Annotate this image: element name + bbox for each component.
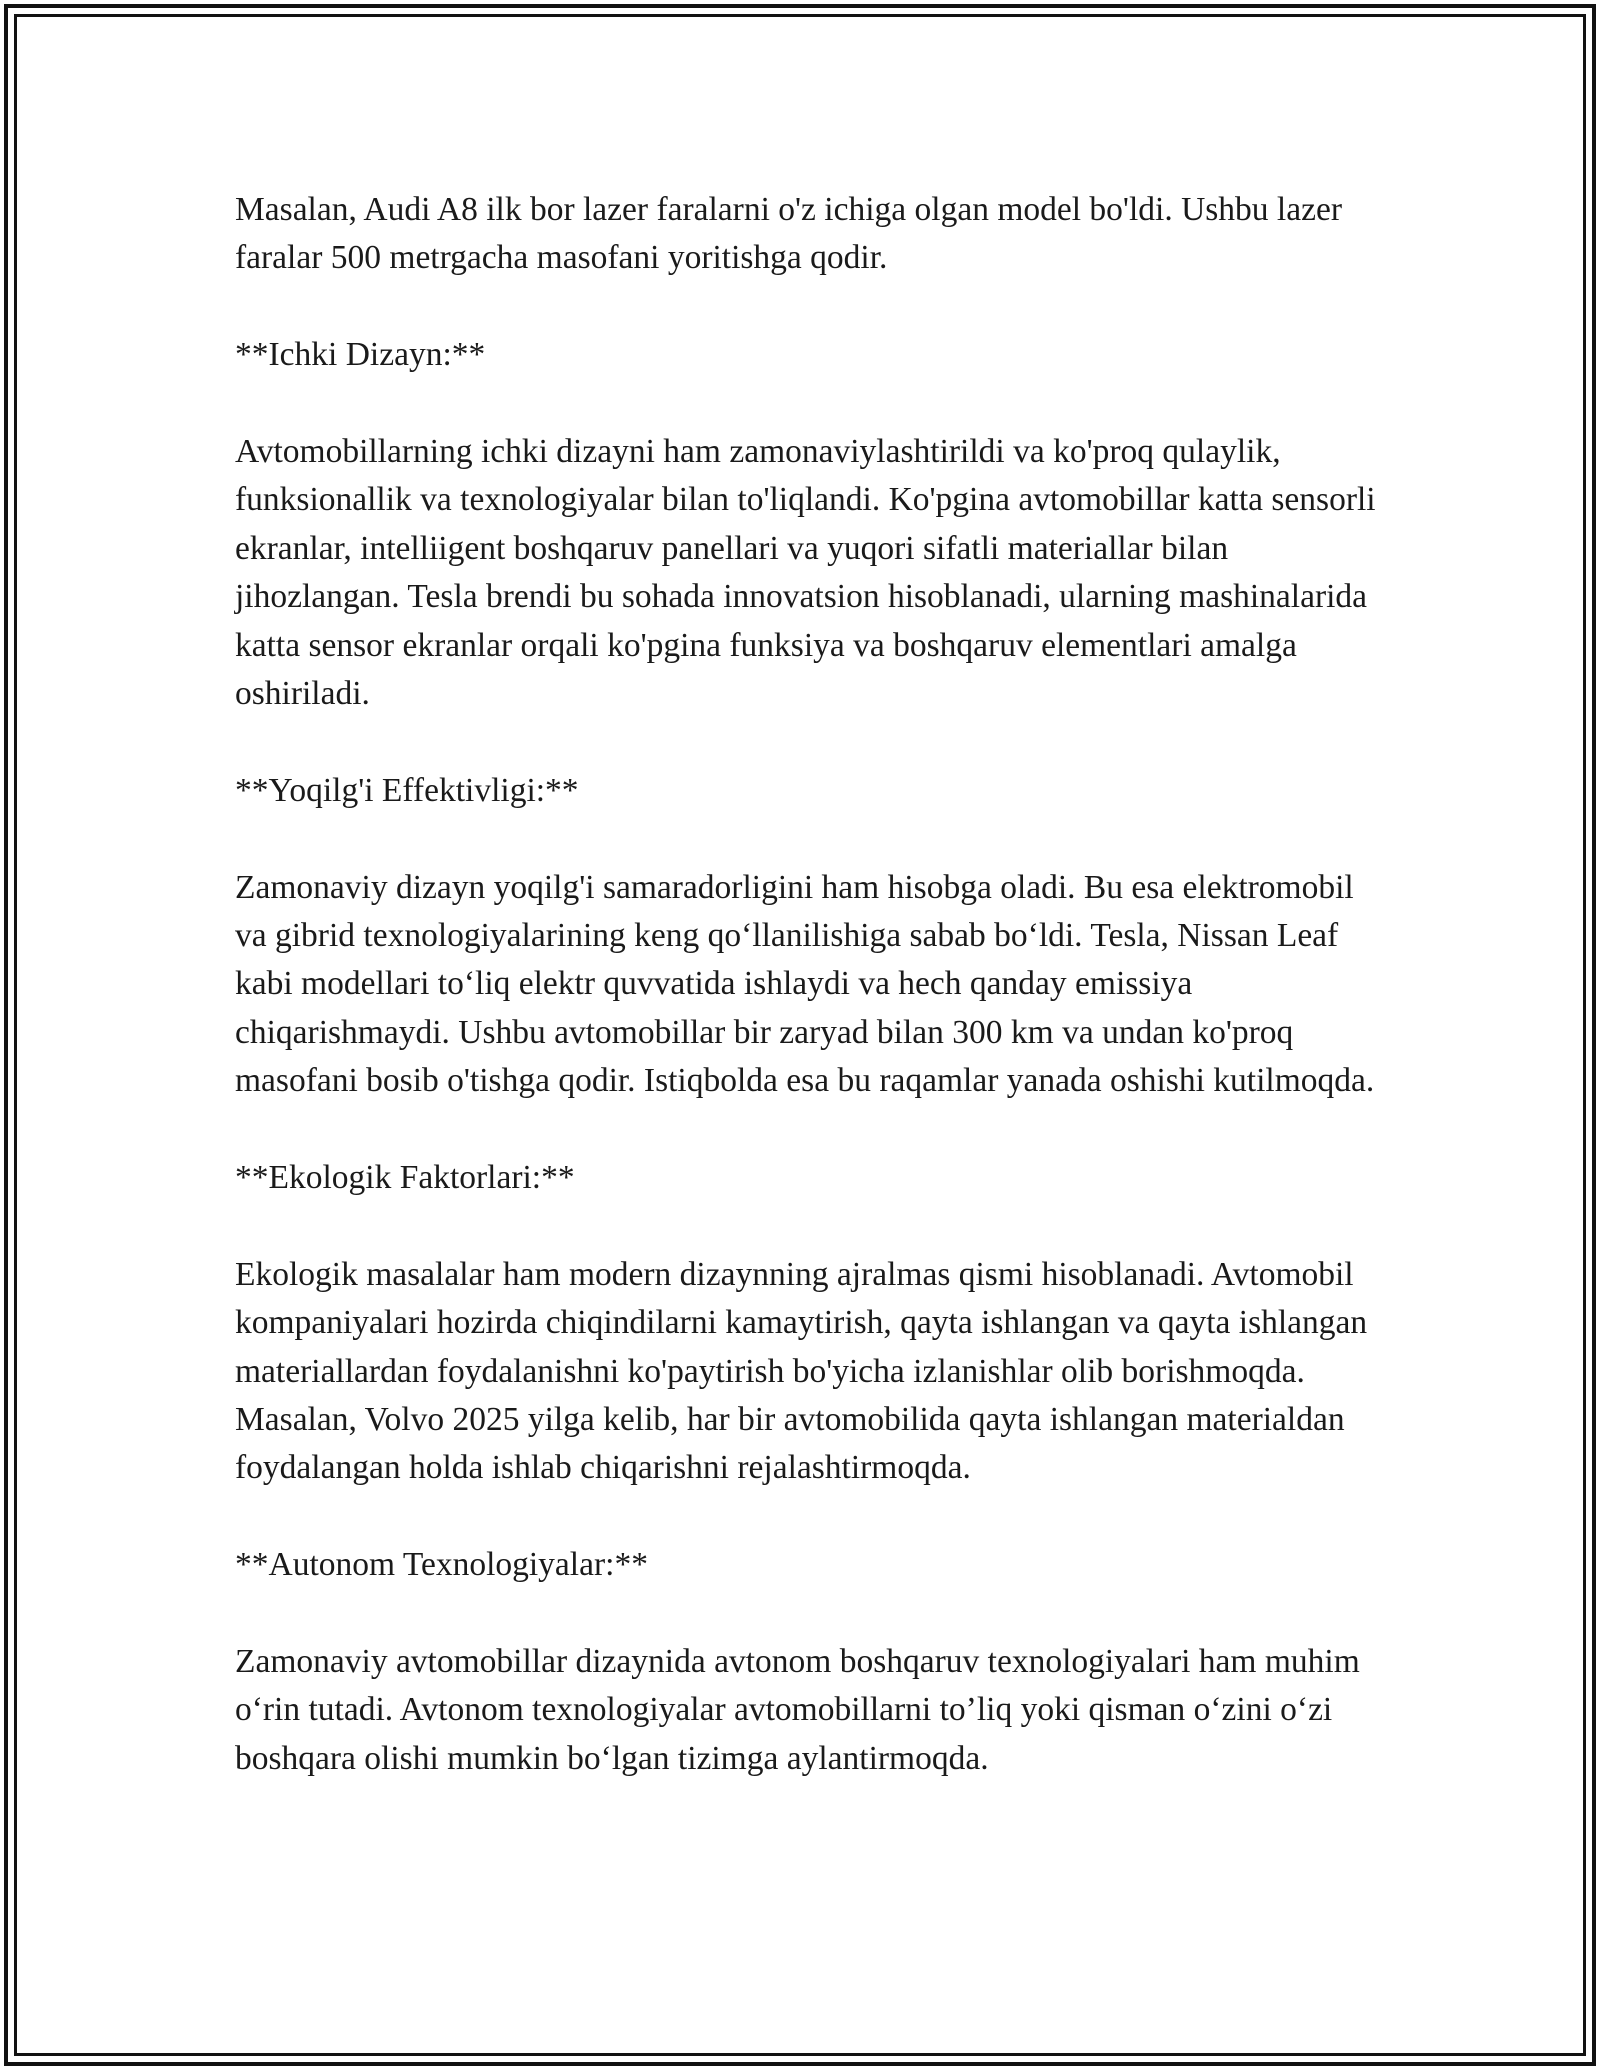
heading-ekologik-faktorlari: **Ekologik Faktorlari:** [235,1159,575,1197]
document-body [235,186,1380,1783]
heading-yoqilgi-effektivligi: **Yoqilg'i Effektivligi:** [235,771,579,809]
paragraph-audi-laser: Masalan, Audi A8 ilk bor lazer faralarni o'z ichiga olgan model bo'ldi. Ushbu lazer faralar 500 metrgacha masofani yoritishga qodir. [235,191,1343,277]
heading-ichki-dizayn: **Ichki Dizayn:** [235,336,486,374]
paragraph-ichki-dizayn: Avtomobillarning ichki dizayni ham zamonaviylashtirildi va ko'proq qulaylik, funksionallik va texnologiyalar bilan to'liqlandi. Ko'pgina avtomobillar katta sensorli ekranlar, intelliigent boshqaruv panellari va yuqori sifatli materiallar bilan jihozlangan. Tesla brendi bu sohada innovatsion hisoblanadi, ularning mashinalarida katta sensor ekranlar orqali ko'pgina funksiya va boshqaruv elementlari amalga oshiriladi. [235,433,1376,713]
paragraph-yoqilgi-effektivligi: Zamonaviy dizayn yoqilg'i samaradorligini ham hisobga oladi. Bu esa elektromobil va gibrid texnologiyalarining keng qo‘llanilishiga sabab bo‘ldi. Tesla, Nissan Leaf kabi modellari to‘liq elektr quvvatida ishlaydi va hech qanday emissiya chiqarishmaydi. Ushbu avtomobillar bir zaryad bilan 300 km va undan ko'proq masofani bosib o'tishga qodir. Istiqbolda esa bu raqamlar yanada oshishi kutilmoqda. [235,868,1375,1100]
heading-autonom-texnologiyalar: **Autonom Texnologiyalar:** [235,1546,648,1584]
paragraph-autonom-texnologiyalar: Zamonaviy avtomobillar dizaynida avtonom boshqaruv texnologiyalari ham muhim o‘rin tutadi. Avtonom texnologiyalar avtomobillarni to’liq yoki qisman o‘zini o‘zi boshqara olishi mumkin bo‘lgan tizimga aylantirmoqda. [235,1643,1360,1777]
paragraph-ekologik-faktorlari: Ekologik masalalar ham modern dizaynning ajralmas qismi hisoblanadi. Avtomobil kompaniyalari hozirda chiqindilarni kamaytirish, qayta ishlangan va qayta ishlangan materiallardan foydalanishni ko'paytirish bo'yicha izlanishlar olib borishmoqda. Masalan, Volvo 2025 yilga kelib, har bir avtomobilida qayta ishlangan materialdan foydalangan holda ishlab chiqarishni rejalashtirmoqda. [235,1255,1368,1487]
